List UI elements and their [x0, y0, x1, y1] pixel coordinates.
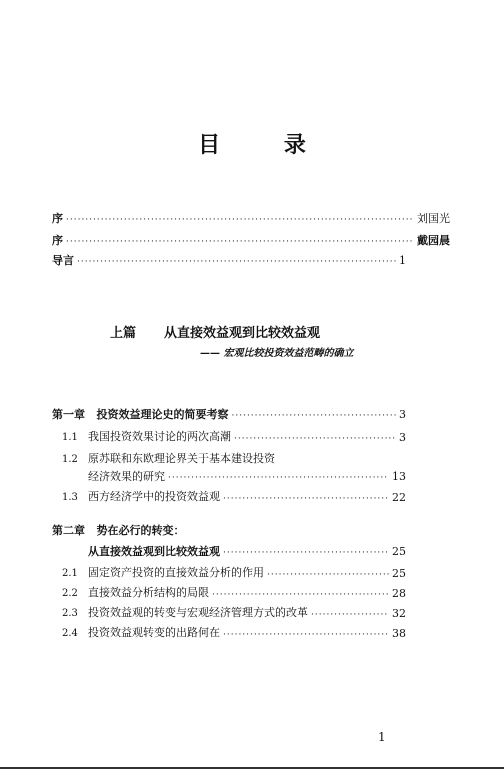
chapter-title: 投资效益理论史的简要考察	[96, 408, 229, 421]
toc-label: 序	[52, 212, 63, 225]
leader-dots	[223, 547, 389, 559]
leader-dots	[168, 472, 389, 484]
section-title: 我国投资效果讨论的两次高潮	[88, 430, 231, 443]
part-title: 从直接效益观到比较效益观	[164, 326, 321, 341]
toc-entry-chapter-2-line1[interactable]	[52, 524, 185, 538]
leader-dots	[311, 609, 389, 621]
toc-page: 38	[392, 627, 406, 640]
chapter-title: 势在必行的转变：	[96, 524, 185, 537]
section-title: 投资效益观的转变与宏观经济管理方式的改革	[88, 606, 308, 619]
toc-page: 25	[392, 545, 406, 558]
toc-entry-introduction[interactable]	[52, 254, 406, 268]
leader-dots	[77, 256, 396, 268]
leader-dots	[234, 433, 396, 445]
chapter-label: 第一章	[52, 408, 85, 421]
toc-entry-section-1-2-line1[interactable]	[62, 452, 275, 467]
section-number: 2.1	[62, 568, 78, 579]
section-number: 1.2	[62, 454, 78, 465]
toc-entry-section-1-1[interactable]	[62, 430, 406, 445]
toc-entry-section-2-3[interactable]	[62, 606, 406, 621]
toc-entry-chapter-2[interactable]	[88, 545, 406, 559]
page-number: 1	[378, 730, 386, 744]
section-title: 固定资产投资的直接效益分析的作用	[88, 566, 264, 579]
toc-entry-section-1-2[interactable]	[88, 470, 406, 484]
part-subtitle: —— 宏观比较投资效益范畴的确立	[200, 348, 354, 359]
toc-page: 22	[392, 491, 406, 504]
toc-page: 28	[392, 587, 406, 600]
section-title: 经济效果的研究	[88, 470, 165, 483]
toc-page: 1	[399, 254, 406, 267]
toc-entry-section-2-1[interactable]	[62, 566, 406, 581]
section-number: 1.3	[62, 492, 78, 503]
toc-page: 32	[392, 607, 406, 620]
leader-dots	[267, 569, 389, 581]
page-title: 目 录	[198, 133, 334, 158]
part-label: 上篇	[110, 326, 137, 341]
section-number: 2.3	[62, 608, 78, 619]
toc-label: 导言	[52, 254, 74, 267]
section-number: 2.4	[62, 628, 78, 639]
chapter-title: 从直接效益观到比较效益观	[88, 545, 220, 558]
toc-label: 序	[52, 234, 63, 247]
toc-author: 刘国光	[417, 212, 450, 225]
toc-entry-preface-2[interactable]	[52, 234, 450, 248]
toc-entry-section-1-3[interactable]	[62, 490, 406, 505]
leader-dots	[223, 493, 389, 505]
section-number: 2.2	[62, 588, 78, 599]
toc-entry-section-2-4[interactable]	[62, 626, 406, 641]
section-title: 原苏联和东欧理论界关于基本建设投资	[88, 452, 275, 465]
bottom-rule	[0, 767, 504, 769]
section-number: 1.1	[62, 432, 78, 443]
section-title: 西方经济学中的投资效益观	[88, 490, 220, 503]
section-title: 直接效益分析结构的局限	[88, 586, 209, 599]
chapter-heading	[52, 408, 229, 422]
section-title: 投资效益观转变的出路何在	[88, 626, 220, 639]
leader-dots	[212, 589, 389, 601]
toc-entry-preface-1[interactable]	[52, 212, 450, 226]
chapter-label: 第二章	[52, 524, 85, 537]
part-heading	[110, 322, 320, 341]
toc-page: 3	[399, 431, 406, 444]
leader-dots	[66, 214, 414, 226]
leader-dots	[232, 410, 397, 422]
toc-page: 13	[392, 470, 406, 483]
leader-dots	[66, 236, 414, 248]
toc-author: 戴园晨	[417, 234, 450, 247]
toc-page: 3	[399, 408, 406, 421]
toc-entry-chapter-1[interactable]	[52, 408, 406, 422]
toc-entry-section-2-2[interactable]	[62, 586, 406, 601]
toc-page: 25	[392, 567, 406, 580]
leader-dots	[223, 629, 389, 641]
